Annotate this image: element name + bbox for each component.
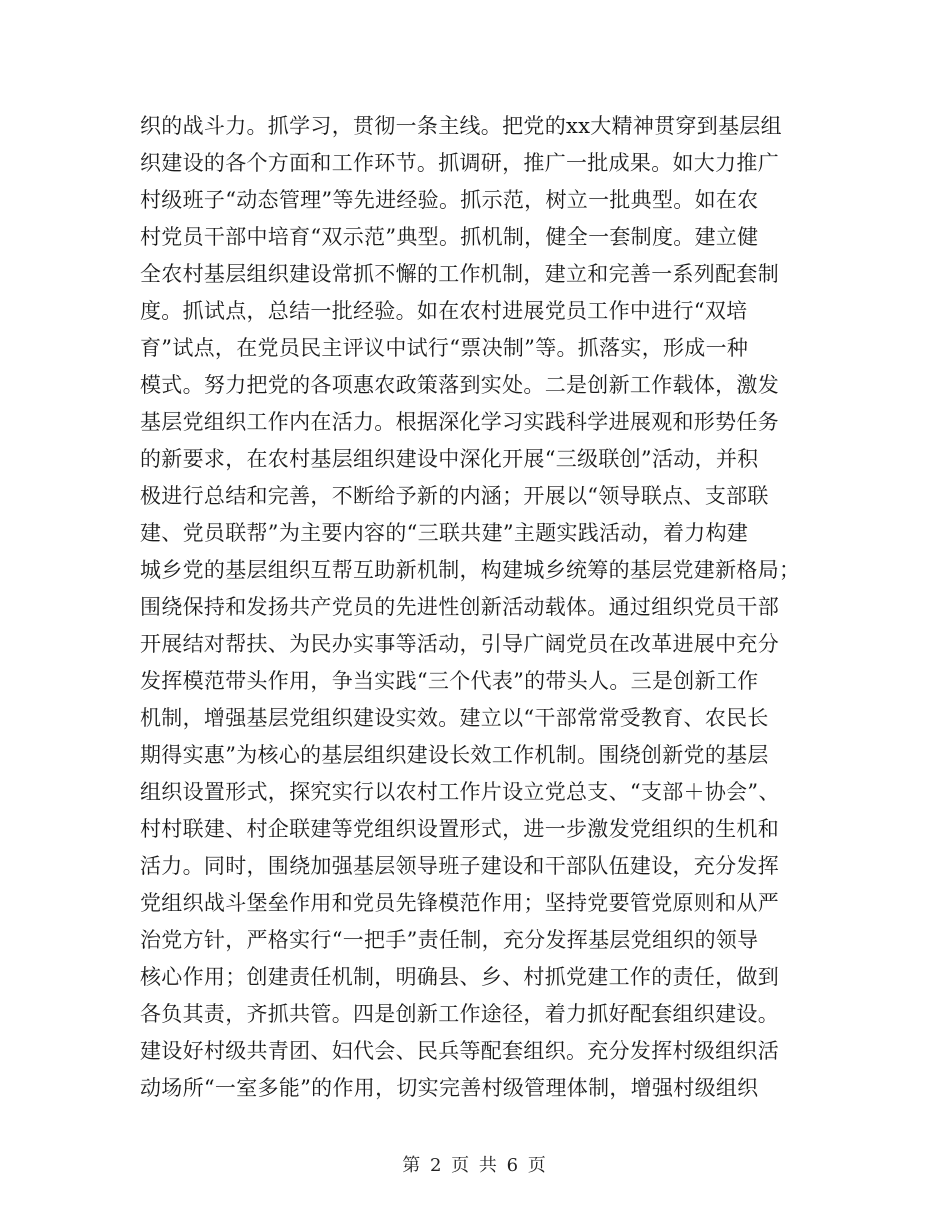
text-line: 基层党组织工作内在活力。根据深化学习实践科学进展观和形势任务 [140,410,779,434]
text-line: 各负其责，齐抓共管。四是创新工作途径，着力抓好配套组织建设。 [140,1002,779,1026]
text-line: 的新要求，在农村基层组织建设中深化开展“三级联创”活动，并积 [140,447,759,471]
text-line: 村级班子“动态管理”等先进经验。抓示范，树立一批典型。如在农 [140,188,759,212]
text-line: 育”试点，在党员民主评议中试行“票决制”等。抓落实，形成一种 [140,336,749,360]
text-line: 治党方针，严格实行“一把手”责任制，充分发挥基层党组织的领导 [140,928,759,952]
text-line: 核心作用；创建责任机制，明确县、乡、村抓党建工作的责任，做到 [140,965,779,989]
text-line: 村村联建、村企联建等党组织设置形式，进一步激发党组织的生机和 [140,817,779,841]
text-line: 模式。努力把党的各项惠农政策落到实处。二是创新工作载体，激发 [140,373,779,397]
text-line: 村党员干部中培育“双示范”典型。抓机制，健全一套制度。建立健 [140,225,759,249]
text-line: 全农村基层组织建设常抓不懈的工作机制，建立和完善一系列配套制 [140,262,779,286]
text-line: 建设好村级共青团、妇代会、民兵等配套组织。充分发挥村级组织活 [140,1039,779,1063]
text-line: 织建设的各个方面和工作环节。抓调研，推广一批成果。如大力推广 [140,151,779,175]
text-line: 度。抓试点，总结一批经验。如在农村进展党员工作中进行“双培 [140,299,748,323]
text-line: 活力。同时，围绕加强基层领导班子建设和干部队伍建设，充分发挥 [140,854,779,878]
text-line: 组织设置形式，探究实行以农村工作片设立党总支、“支部＋协会”、 [140,780,780,804]
text-line: 开展结对帮扶、为民办实事等活动，引导广阔党员在改革进展中充分 [140,632,779,656]
page-number-footer: 第 2 页 共 6 页 [402,1155,548,1176]
text-line: 党组织战斗堡垒作用和党员先锋模范作用；坚持党要管党原则和从严 [140,891,779,915]
text-line: 织的战斗力。抓学习，贯彻一条主线。把党的xx大精神贯穿到基层组 [140,114,782,138]
text-line: 机制，增强基层党组织建设实效。建立以“干部常常受教育、农民长 [140,706,769,730]
text-line: 动场所“一室多能”的作用，切实完善村级管理体制，增强村级组织 [140,1076,759,1100]
text-line: 极进行总结和完善，不断给予新的内涵；开展以“领导联点、支部联 [140,484,769,508]
text-line: 围绕保持和发扬共产党员的先进性创新活动载体。通过组织党员干部 [140,595,779,619]
text-line: 发挥模范带头作用，争当实践“三个代表”的带头人。三是创新工作 [140,669,759,693]
text-line: 期得实惠”为核心的基层组织建设长效工作机制。围绕创新党的基层 [140,743,769,767]
text-line: 城乡党的基层组织互帮互助新机制，构建城乡统筹的基层党建新格局； [140,558,801,582]
text-line: 建、党员联帮”为主要内容的“三联共建”主题实践活动，着力构建 [140,521,749,545]
